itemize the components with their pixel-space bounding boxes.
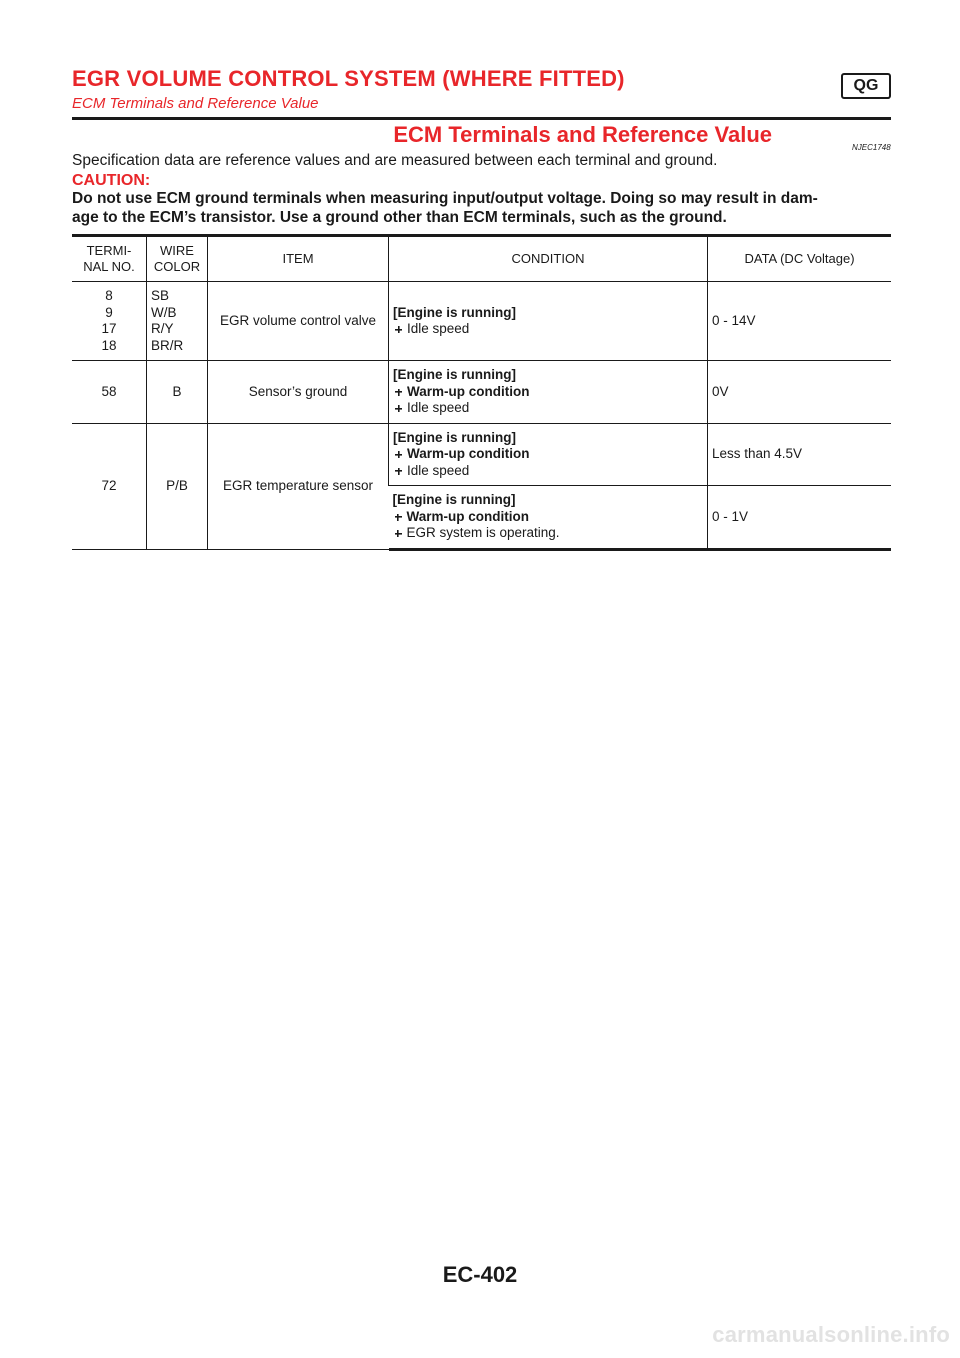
terminal-cell: 8 9 17 18: [72, 282, 147, 361]
chapter-subtitle: ECM Terminals and Reference Value: [72, 95, 319, 112]
caution-heading: CAUTION:: [72, 172, 151, 189]
condition-bullet: Warm-up condition: [393, 384, 703, 401]
condition-cell: [389, 361, 708, 424]
item-cell: Sensor’s ground: [208, 361, 389, 424]
watermark-text: carmanualsonline.info: [712, 1322, 950, 1347]
header-data: DATA (DC Voltage): [708, 236, 892, 282]
table-row: [72, 423, 891, 486]
condition-heading: [Engine is running]: [393, 304, 516, 320]
condition-bullet: Warm-up condition: [393, 509, 704, 526]
condition-cell: [389, 423, 708, 486]
condition-bullet: Warm-up condition: [393, 446, 703, 463]
condition-bullet: Idle speed: [393, 400, 703, 417]
data-cell: 0V: [708, 361, 892, 424]
caution-line: age to the ECM’s transistor. Use a ground other than ECM terminals, such as the ground.: [72, 209, 727, 226]
terminal-table: [72, 234, 891, 551]
header-divider: [72, 117, 891, 120]
table-header-row: [72, 236, 891, 282]
chapter-title: EGR VOLUME CONTROL SYSTEM (WHERE FITTED): [72, 66, 625, 91]
caution-text: [72, 189, 892, 227]
table-row: [72, 282, 891, 361]
header-terminal-no: TERMI- NAL NO.: [72, 236, 147, 282]
section-code: NJEC1748: [852, 143, 891, 152]
header-item: ITEM: [208, 236, 389, 282]
header-wire-color: WIRE COLOR: [147, 236, 208, 282]
data-cell: 0 - 14V: [708, 282, 892, 361]
engine-badge: QG: [841, 73, 891, 99]
condition-heading: [Engine is running]: [393, 367, 516, 382]
condition-bullet: Idle speed: [393, 321, 703, 338]
table-row: [72, 361, 891, 424]
terminal-cell: 58: [72, 361, 147, 424]
condition-cell: [389, 486, 708, 550]
terminal-cell: 72: [72, 423, 147, 549]
condition-cell: [389, 282, 708, 361]
condition-heading: [Engine is running]: [392, 492, 516, 507]
item-cell: EGR volume control valve: [208, 282, 389, 361]
wire-color-cell: SB W/B R/Y BR/R: [147, 282, 208, 361]
caution-line: Do not use ECM ground terminals when measuring input/output voltage. Doing so may result in dam-: [72, 190, 818, 207]
section-title: ECM Terminals and Reference Value: [393, 122, 772, 147]
wire-color-cell: P/B: [147, 423, 208, 549]
wire-color-cell: B: [147, 361, 208, 424]
condition-heading: [Engine is running]: [393, 429, 516, 445]
data-cell: 0 - 1V: [708, 486, 892, 550]
item-cell: EGR temperature sensor: [208, 423, 389, 549]
header-condition: CONDITION: [389, 236, 708, 282]
intro-text: Specification data are reference values and are measured between each terminal and ground.: [72, 152, 718, 169]
condition-bullet: EGR system is operating.: [393, 525, 704, 542]
condition-bullet: Idle speed: [393, 463, 703, 480]
data-cell: Less than 4.5V: [708, 423, 892, 486]
page-number: EC-402: [442, 1262, 518, 1287]
